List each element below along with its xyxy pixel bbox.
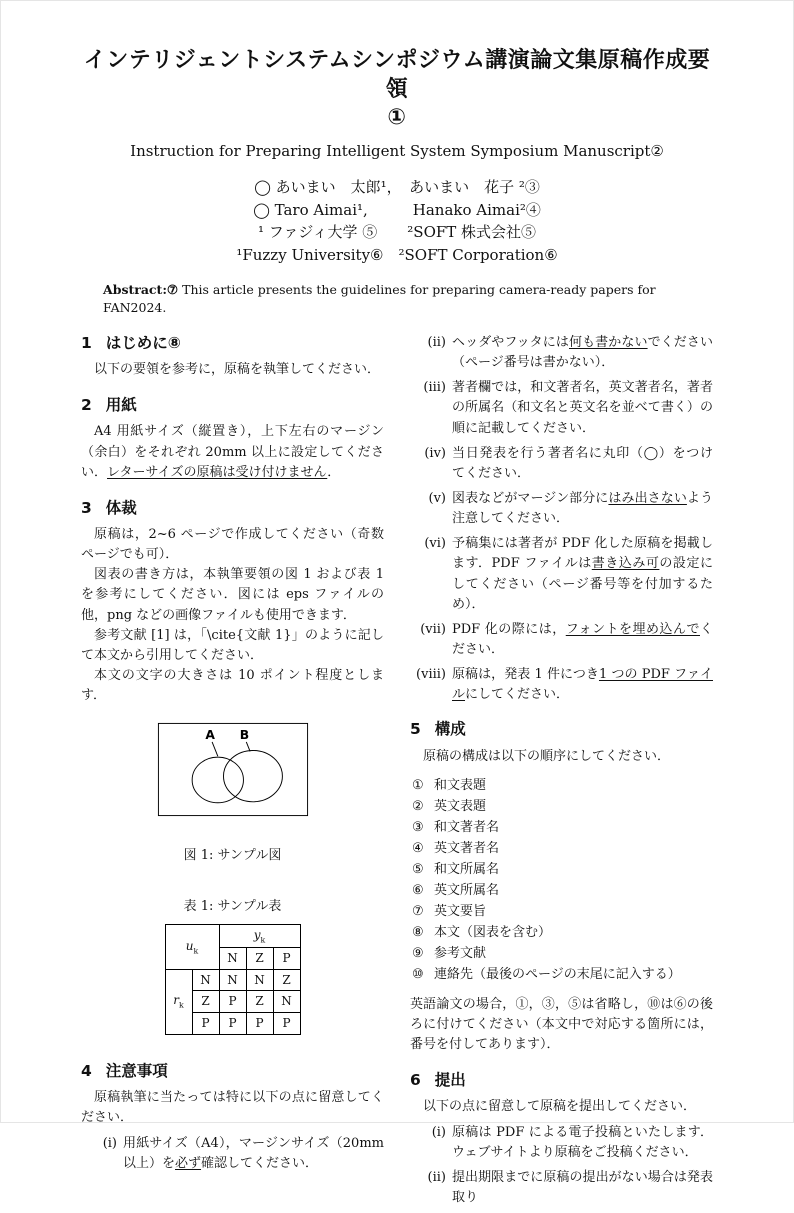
structure-item-text: 英文著者名 — [434, 840, 500, 856]
note-item — [81, 1134, 384, 1174]
paper-title-jp — [81, 47, 713, 133]
sample-table — [165, 924, 301, 1035]
section-title: 提出 — [434, 1070, 466, 1089]
structure-item-text: 和文所属名 — [434, 861, 500, 877]
section-number: 4 — [81, 1061, 92, 1080]
math-sub-k: k — [260, 935, 266, 945]
note-item-text: 原稿は，発表 1 件につき1 つの PDF ファイルにしてください． — [452, 667, 713, 703]
title-block — [81, 47, 713, 316]
note-item-label: (iii) — [423, 380, 446, 396]
figure-1-caption: 図 1: サンプル図 — [183, 848, 282, 864]
affiliations-en: ¹Fuzzy University⑥ ²SOFT Corporation⑥ — [236, 245, 558, 264]
structure-item — [412, 922, 713, 943]
note-item-label: (viii) — [416, 667, 446, 683]
section-title: 構成 — [434, 720, 466, 739]
note-item — [410, 333, 713, 373]
section-number: 3 — [81, 498, 92, 517]
venn-label-b: B — [239, 728, 249, 743]
abstract-label: Abstract:⑦ — [103, 282, 179, 298]
figure-frame — [158, 724, 307, 816]
structure-item — [412, 880, 713, 901]
math-sub-k: k — [193, 945, 199, 955]
paper-title-en: Instruction for Preparing Intelligent System Symposium Manuscript② — [130, 141, 664, 160]
submission-item-text: 原稿は PDF による電子投稿といたします．ウェブサイトより原稿をご投稿ください． — [452, 1124, 713, 1161]
note-item — [410, 534, 713, 615]
table-row-label: N — [192, 969, 219, 991]
right-column — [410, 333, 713, 1213]
table-cell: Z — [246, 991, 273, 1013]
circled-number-marker: ② — [412, 798, 424, 814]
label-leader-line-a — [212, 742, 218, 756]
structure-item — [412, 775, 713, 796]
notes-list-continued — [410, 333, 713, 705]
note-item — [410, 378, 713, 438]
note-item — [410, 620, 713, 660]
venn-diagram-figure — [157, 722, 309, 817]
table-cell: P — [219, 991, 246, 1013]
circled-number-marker: ⑥ — [412, 882, 424, 898]
section-title: はじめに⑧ — [105, 334, 181, 353]
section-number: 2 — [81, 396, 92, 415]
paragraph: 以下の要領を参考に，原稿を執筆してください． — [94, 362, 381, 378]
structure-order-list — [412, 775, 713, 985]
circled-number-marker: ⑦ — [412, 903, 424, 919]
circled-number-marker: ③ — [412, 819, 424, 835]
venn-label-a: A — [204, 728, 215, 743]
table-cell: P — [273, 1012, 300, 1034]
table-cell: P — [219, 1012, 246, 1034]
structure-item — [412, 901, 713, 922]
section-2-heading — [81, 395, 384, 415]
note-item-label: (iv) — [424, 445, 446, 461]
affiliations-jp: ¹ ファジィ大学 ⑤ ²SOFT 株式会社⑤ — [257, 223, 537, 242]
table-1 — [81, 897, 384, 1035]
paragraph: A4 用紙サイズ（縦置き），上下左右のマージン（余白）をそれぞれ 20mm 以上に設定してください．レターサイズの原稿は受け付けません． — [81, 424, 384, 480]
authors-jp: ◯ あいまい 太郎¹， あいまい 花子 ²③ — [254, 178, 540, 197]
paragraph: 以下の点に留意して原稿を提出してください． — [423, 1098, 697, 1114]
notes-list — [81, 1134, 384, 1174]
abstract-text: This article presents the guidelines for preparing camera-ready papers for FAN2024. — [103, 282, 656, 315]
paragraph: 本文の文字の大きさは 10 ポイント程度とします． — [81, 668, 384, 704]
structure-item-text: 和文著者名 — [434, 819, 500, 835]
circled-number-marker: ⑨ — [412, 946, 424, 962]
section-number: 5 — [410, 720, 421, 739]
submission-item-label: (i) — [431, 1124, 446, 1140]
table-col-header: N — [219, 948, 246, 970]
note-item — [410, 665, 713, 705]
note-item-text: 図表などがマージン部分にはみ出さないよう注意してください． — [452, 491, 713, 527]
paper-title-text: インテリジェントシステムシンポジウム講演論文集原稿作成要領 — [83, 48, 711, 102]
abstract — [81, 281, 713, 316]
note-item-label: (vi) — [424, 536, 446, 552]
submission-item-text: 提出期限までに原稿の提出がない場合は発表取り — [452, 1170, 713, 1206]
table-cell: N — [273, 991, 300, 1013]
table-rowgroup-rk — [165, 969, 192, 1034]
section-5-heading — [410, 719, 713, 739]
venn-circle-a — [192, 757, 243, 803]
table-row-label: P — [192, 1012, 219, 1034]
structure-item — [412, 964, 713, 985]
math-u: u — [185, 938, 194, 953]
table-row-label: Z — [192, 991, 219, 1013]
section-title: 注意事項 — [105, 1061, 168, 1080]
note-item-text: 当日発表を行う著者名に丸印（◯）をつけてください． — [452, 445, 713, 481]
note-item-label: (v) — [428, 491, 446, 507]
note-item-text: PDF 化の際には，フォントを埋め込んでください． — [452, 621, 713, 657]
structure-item-text: 英文所属名 — [434, 882, 500, 898]
circled-number-marker: ① — [412, 777, 424, 793]
table-corner-uk — [165, 924, 219, 969]
table-1-caption: 表 1: サンプル表 — [183, 898, 282, 914]
circled-number-marker: ⑩ — [412, 967, 424, 983]
note-item-text: ヘッダやフッタには何も書かないでください（ページ番号は書かない）． — [452, 335, 713, 371]
note-item-text: 用紙サイズ（A4），マージンサイズ（20mm 以上）を必ず確認してください． — [123, 1135, 384, 1172]
note-item — [410, 444, 713, 484]
submission-item — [410, 1123, 713, 1163]
figure-1 — [81, 722, 384, 866]
section-number: 1 — [81, 334, 92, 353]
note-item-text: 著者欄では，和文著者名，英文著者名，著者の所属名（和文名と英文名を並べて書く）の順に記載してください． — [452, 380, 713, 436]
paragraph: 参考文献 [1] は，「\cite{文献 1}」のように記して本文から引用してください． — [81, 627, 384, 663]
paragraph: 原稿は，2~6 ページで作成してください（奇数ページでも可）． — [81, 527, 384, 563]
structure-item-text: 英文表題 — [434, 798, 487, 814]
table-cell: N — [219, 969, 246, 991]
left-column — [81, 333, 384, 1213]
note-item — [410, 489, 713, 529]
structure-item-text: 本文（図表を含む） — [434, 925, 552, 941]
circled-number-marker: ④ — [412, 840, 424, 856]
math-r: r — [173, 993, 179, 1008]
author-block — [81, 176, 713, 266]
paragraph: 原稿の構成は以下の順序にしてください． — [423, 748, 671, 764]
paragraph: 英語論文の場合，①，③，⑤は省略し，⑩は⑥の後ろに付けてください（本文中で対応する箇所には，番号を付してあります）． — [410, 997, 713, 1053]
table-row — [165, 924, 300, 947]
section-3-heading — [81, 498, 384, 518]
circled-number-marker: ⑧ — [412, 925, 424, 941]
note-item-text: 予稿集には著者が PDF 化した原稿を掲載します．PDF ファイルは書き込み可の設定にしてください（ページ番号等を付加するため）． — [452, 536, 713, 612]
structure-item — [412, 943, 713, 964]
note-item-label: (ii) — [427, 335, 446, 351]
note-item-label: (i) — [102, 1135, 117, 1151]
table-header-yk — [219, 924, 300, 947]
structure-item-text: 参考文献 — [434, 946, 487, 962]
table-cell: P — [246, 1012, 273, 1034]
two-column-body — [81, 333, 713, 1213]
structure-item — [412, 838, 713, 859]
structure-item-text: 和文表題 — [434, 777, 487, 793]
section-number: 6 — [410, 1070, 421, 1089]
label-leader-line-b — [246, 742, 250, 752]
venn-circle-b — [223, 751, 282, 802]
paragraph: 原稿執筆に当たっては特に以下の点に留意してください． — [81, 1089, 384, 1125]
authors-en: ◯ Taro Aimai¹, Hanako Aimai²④ — [253, 200, 541, 219]
paper-title-circled-number: ① — [387, 105, 407, 131]
table-cell: N — [246, 969, 273, 991]
table-cell: Z — [273, 969, 300, 991]
section-title: 用紙 — [105, 396, 137, 415]
table-col-header: P — [273, 948, 300, 970]
paragraph: 図表の書き方は，本執筆要領の図 1 および表 1 を参考にしてください．図には eps ファイルの他，png などの画像ファイルも使用できます． — [81, 567, 384, 623]
structure-item — [412, 817, 713, 838]
math-y: y — [253, 927, 261, 942]
section-title: 体裁 — [105, 498, 137, 517]
table-col-header: Z — [246, 948, 273, 970]
structure-item — [412, 859, 713, 880]
section-4-heading — [81, 1061, 384, 1081]
circled-number-marker: ⑤ — [412, 861, 424, 877]
section-6-heading — [410, 1070, 713, 1090]
submission-item-label: (ii) — [427, 1170, 446, 1186]
section-1-heading — [81, 333, 384, 353]
note-item-label: (vii) — [420, 621, 446, 637]
submission-item — [410, 1168, 713, 1208]
structure-item — [412, 796, 713, 817]
structure-item-text: 英文要旨 — [434, 903, 487, 919]
math-sub-k: k — [179, 1000, 184, 1010]
table-row — [165, 969, 300, 991]
submission-list — [410, 1123, 713, 1209]
structure-item-text: 連絡先（最後のページの末尾に記入する） — [434, 967, 681, 983]
